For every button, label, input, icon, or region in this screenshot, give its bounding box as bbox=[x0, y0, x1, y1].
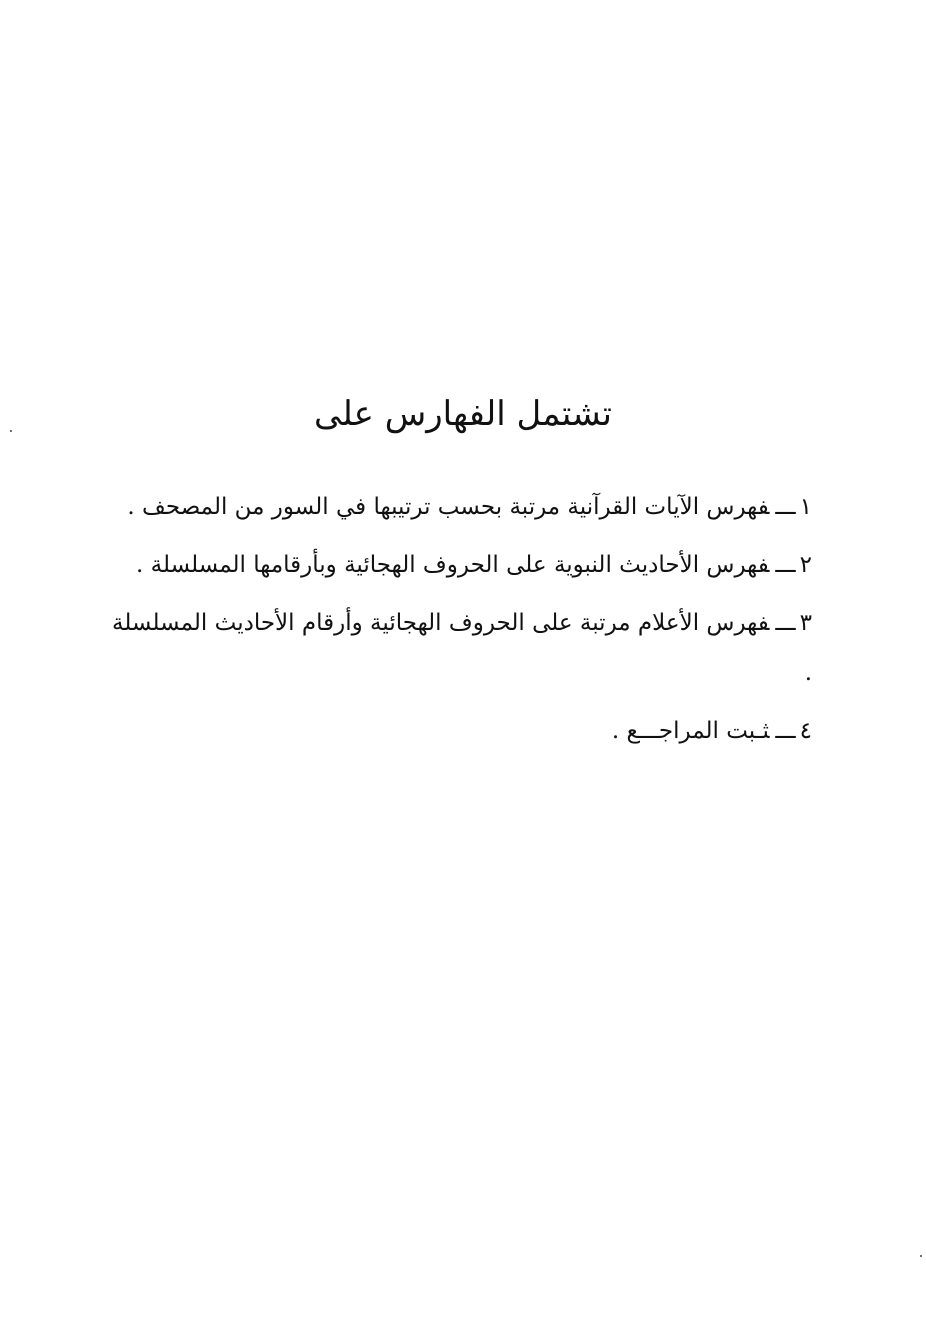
item-text: ثـبت المراجـــع . bbox=[611, 718, 770, 744]
list-item bbox=[112, 598, 812, 698]
scan-speck bbox=[10, 430, 12, 432]
index-list bbox=[112, 482, 812, 764]
item-number: ٤ bbox=[799, 718, 812, 744]
item-text: فهرس الأحاديث النبوية على الحروف الهجائية وبأرقامها المسلسلة . bbox=[136, 552, 770, 578]
item-text: فهرس الأعلام مرتبة على الحروف الهجائية وأرقام الأحاديث المسلسلة . bbox=[112, 610, 812, 686]
item-text: فهرس الآيات القرآنية مرتبة بحسب ترتيبها في السور من المصحف . bbox=[127, 494, 770, 520]
item-separator: ـــ bbox=[775, 718, 796, 744]
item-number: ٣ bbox=[799, 610, 812, 636]
item-number: ١ bbox=[799, 494, 812, 520]
scan-speck bbox=[920, 1255, 922, 1257]
item-separator: ـــ bbox=[775, 610, 796, 636]
list-item bbox=[112, 482, 812, 532]
item-number: ٢ bbox=[799, 552, 812, 578]
page-heading: تشتمل الفهارس على bbox=[314, 394, 612, 434]
item-separator: ـــ bbox=[775, 494, 796, 520]
item-separator: ـــ bbox=[775, 552, 796, 578]
list-item bbox=[112, 540, 812, 590]
list-item bbox=[112, 706, 812, 756]
